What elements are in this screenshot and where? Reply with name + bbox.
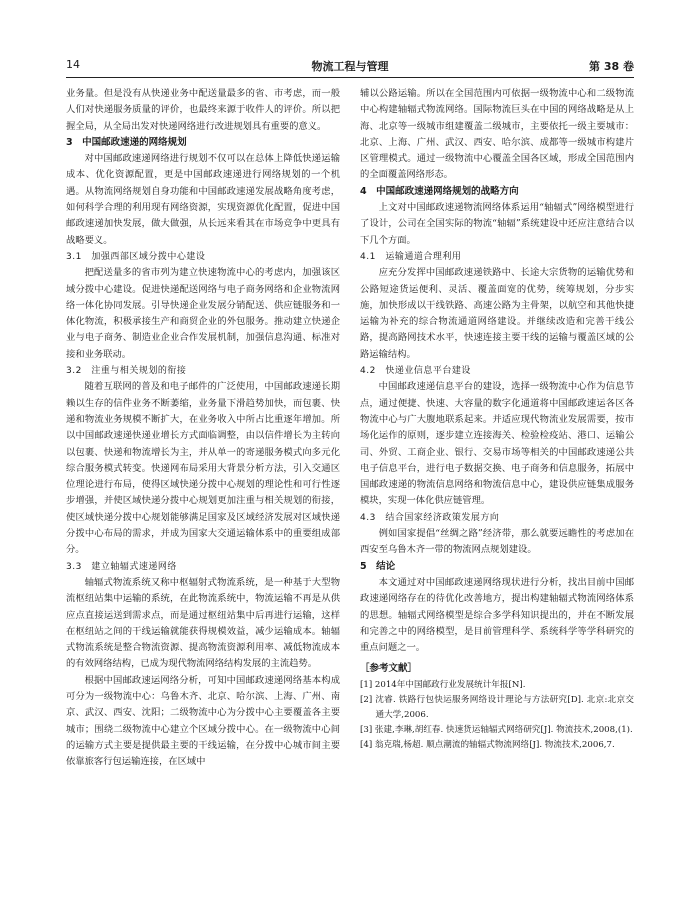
- subsection-heading: 3.3 建立轴辐式速递网络: [66, 561, 177, 572]
- page-number: 14: [66, 58, 80, 71]
- references-heading: ［参考文献］: [360, 663, 418, 675]
- right-column: [360, 86, 634, 753]
- reference-item: [4] 翁克瑞,杨超. 顺点潮流的轴辐式物流网络[J]. 物流技术,2006,7.: [360, 739, 615, 750]
- paragraph: 轴辐式物流系统又称中枢辐射式物流系统，是一种基于大型物流枢纽站集中运输的系统，在此物流系统中，物流运输不再是从供应点直接运送到需求点，而是通过枢纽站集中后再进行运输，这样在枢纽站之间的干线运输就能获得规模效益，减少运输成本。轴辐式物流系统是整合物流资源、提高物流资源利用率、减低物流成本的有效网络结构，已成为现代物流网络结构发展的主流趋势。: [66, 576, 340, 670]
- section-heading: 5 结论: [360, 560, 396, 572]
- paragraph: 辅以公路运输。所以在全国范围内可依据一级物流中心和二级物流中心构建轴辐式物流网络。国际物流巨头在中国的网络战略是从上海、北京等一级城市组建覆盖二级城市，主要依托一级主要城市：北京、上海、广州、武汉、西安、哈尔滨、成都等一级城市构建片区管理模式。通过一级物流中心覆盖全国各区域，形成全国范围内的全面覆盖网络形态。: [360, 88, 634, 181]
- paragraph: 根据中国邮政速运网络分析，可知中国邮政速递网络基本构成可分为一级物流中心：乌鲁木齐、北京、哈尔滨、上海、广州、南京、武汉、西安、沈阳；二级物流中心为分拨中心主要覆盖各主要城市；围绕二级物流中心建立个区域分拨中心。在一级物流中心间的运输方式主要是提供最主要的干线运输，在分拨中心城市间主要依靠旅客行包运输连接，在区域中: [66, 674, 340, 768]
- header-rule: [66, 77, 634, 78]
- paragraph: 把配送量多的省市列为建立快速物流中心的考虑内，加强该区域分拨中心建设。促进快递配送网络与电子商务网络和企业物流网络一体化协同发展。引导快递企业发展分销配送、供应链服务和一体化物流，积极承接生产和商贸企业的外包服务。推动建立快递企业与电子商务、制造业企业合作发展机制，加强信息沟通、标准对接和业务联动。: [66, 267, 340, 360]
- paragraph: 例如国家提倡“丝绸之路”经济带，那么就要远瞻性的考虑加在西安至乌鲁木齐一带的物流网点规划建设。: [360, 528, 634, 556]
- subsection-heading: 4.1 运输通道合理利用: [360, 251, 462, 262]
- section-heading: 3 中国邮政速递的网络规划: [66, 136, 187, 148]
- subsection-heading: 4.2 快递业信息平台建设: [360, 366, 471, 377]
- reference-item: [1] 2014年中国邮政行业发展统计年报[N].: [360, 679, 526, 690]
- left-column: [66, 86, 340, 770]
- paragraph: 中国邮政速递信息平台的建设，选择一级物流中心作为信息节点，通过便捷、快速、大容量的数字化通道将中国邮政速运各区各物流中心与广大腹地联系起来。并适应现代物流业发展需要，按市场化运作的原则，逐步建立连接海关、检验检疫站、港口、运输公司、外贸、工商企业、银行、交易市场等相关的中国邮政速递公共电子信息平台，进行电子数据交换、电子商务和信息服务，拓展中国邮政速递的物流信息网络和物流信息中心，建设供应链集成服务模块，实现一体化供应链管理。: [360, 381, 634, 507]
- paragraph: 上文对中国邮政速递物流网络体系运用“轴辐式”网络模型进行了设计，公司在全国实际的物流“轴辐”系统建设中还应注意结合以下几个方面。: [360, 202, 634, 246]
- subsection-heading: 3.2 注重与相关规划的衔接: [66, 366, 187, 377]
- volume-label: 第 38 卷: [589, 60, 634, 73]
- paragraph: 本文通过对中国邮政速递网络现状进行分析，找出目前中国邮政速递网络存在的待优化改善地方，提出构建轴辐式物流网络体系的思想。轴辐式网络模型是综合多学科知识提出的，并在不断发展和完善之中的网络模型，是目前管理科学、系统科学等学科研究的重点问题之一。: [360, 576, 634, 654]
- page-header: [66, 58, 634, 76]
- reference-item: [3] 张建,李琳,胡红春. 快速货运轴辐式网络研究[J]. 物流技术,2008,(1).: [360, 724, 633, 735]
- paragraph: 对中国邮政速递网络进行规划不仅可以在总体上降低快递运输成本、优化资源配置，更是中国邮政速递进行网络规划的一个机遇。从物流网络规划自身功能和中国邮政速递发展战略角度考虑，如何科学合理的利用现有网络资源，实现资源优化配置，促进中国邮政速递加快发展，做大做强，从长远来看其在市场竞争中更具有战略要义。: [66, 153, 340, 246]
- paragraph: 随着互联网的普及和电子邮件的广泛使用，中国邮政速递长期赖以生存的信件业务不断萎缩，业务量下滑趋势加快，而包裹、快递和物流业务规模不断扩大，在业务收入中所占比重逐年增加。所以中国邮政速递快递业增长方式面临调整，由以信件增长为主转向以包裹、快递和物流增长为主，并从单一的寄递服务模式向多元化综合服务模式转变。快递网布局采用大背景分析方法，引入交通区位理论进行布局，使得区域快递分拨中心规划的理论性和可行性逐步增强，并使区域快递分拨中心规划更加注重与相关规划的衔接，使区域快递分拨中心规划能够满足国家及区域经济发展对区域快递分拨中心布局的需求，并成为国家大交通运输体系中的重要组成部分。: [66, 381, 340, 556]
- paragraph: 应充分发挥中国邮政速递铁路中、长途大宗货物的运输优势和公路短途货运便利、灵活、覆盖面宽的优势，统筹规划，分步实施，加快形成以干线铁路、高速公路为主骨架，以航空和其他快捷运输为补充的综合物流通道网络建设。并继续改造和完善干线公路，提高路网技术水平，快速连接主要干线的运输与覆盖区域的公路运输结构。: [360, 267, 634, 360]
- section-heading: 4 中国邮政速递网络规划的战略方向: [360, 185, 519, 197]
- reference-item: [2] 沈睿. 铁路行包快运服务网络设计理论与方法研究[D]. 北京:北京交通大学,2006.: [360, 694, 634, 720]
- journal-title: 物流工程与管理: [311, 60, 389, 73]
- subsection-heading: 4.3 结合国家经济政策发展方向: [360, 512, 500, 523]
- paragraph: 业务量。但是没有从快递业务中配送量最多的省、市考虑，而一般人们对快递服务质量的评价，也最终来源于收件人的评价。所以把握全局，从全局出发对快递网络进行改进规划具有重要的意义。: [66, 88, 340, 132]
- subsection-heading: 3.1 加强西部区域分拨中心建设: [66, 251, 206, 262]
